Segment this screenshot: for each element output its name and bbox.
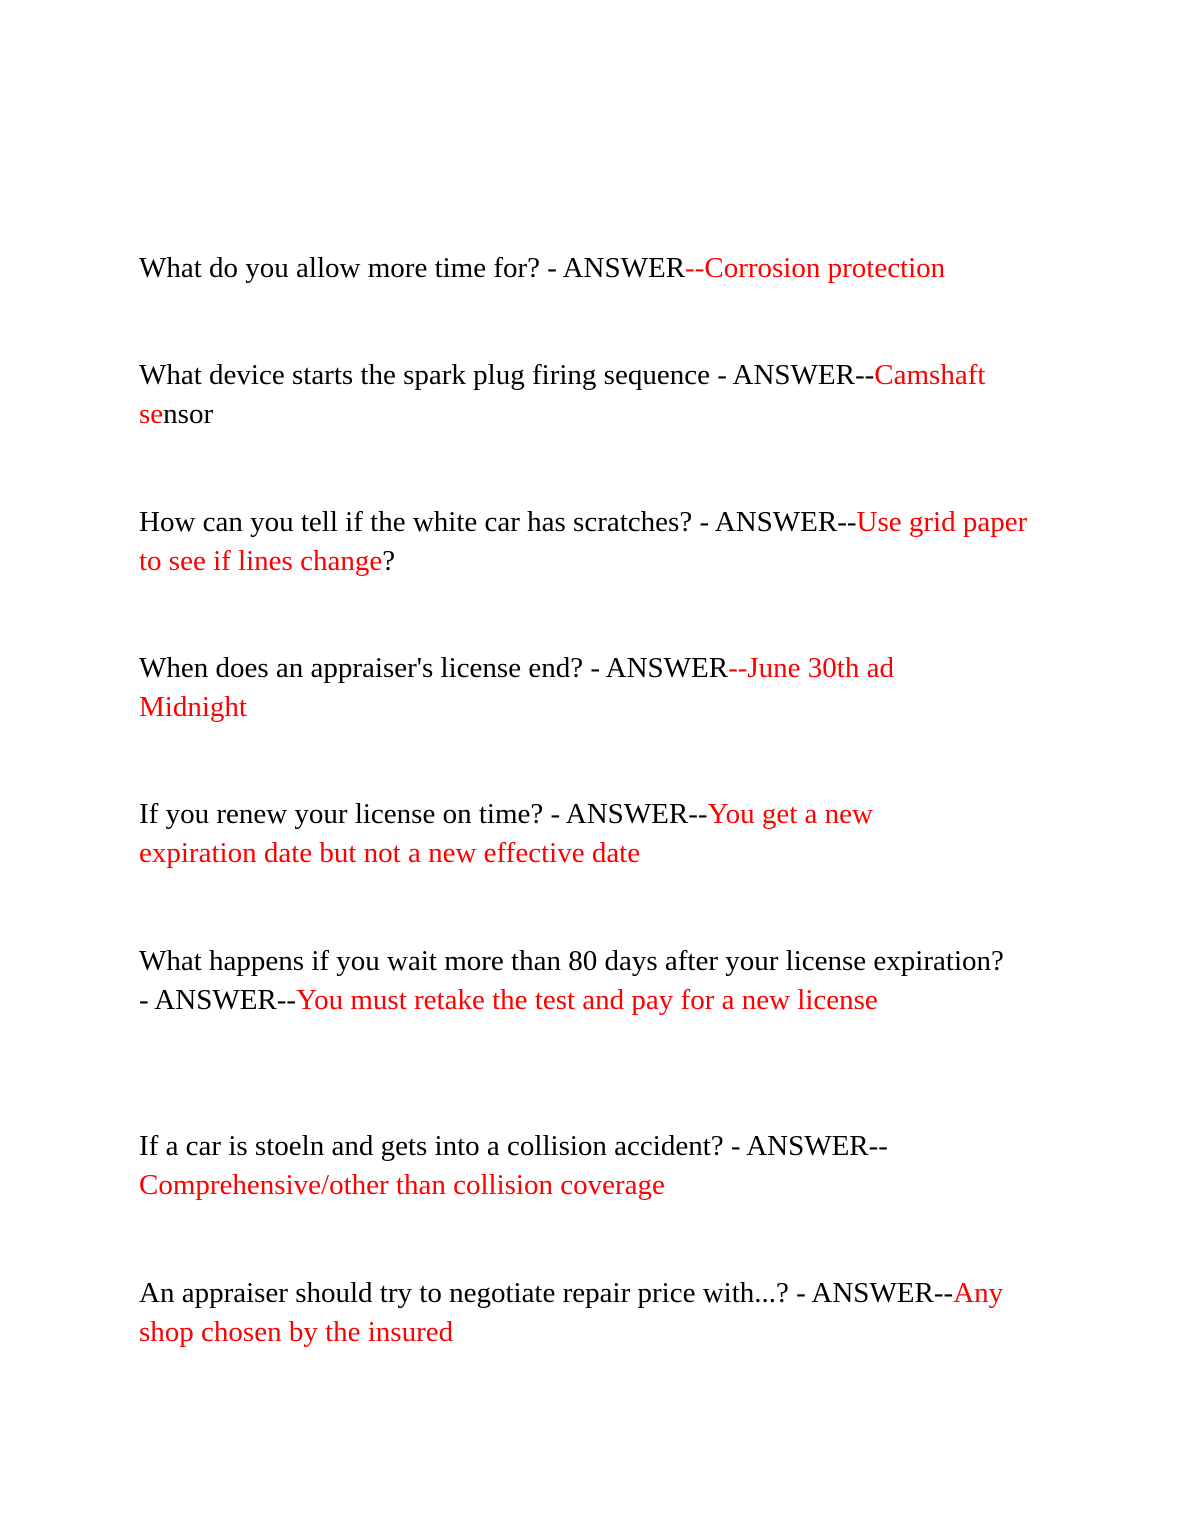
qa-item-3 — [139, 503, 1039, 580]
answer-text: Any shop chosen by the insured — [139, 1277, 1004, 1348]
answer-text: You must retake the test and pay for a new license — [296, 983, 878, 1016]
qa-item-1 — [139, 249, 1039, 288]
question-text: If you renew your license on time? - ANSWER-- — [139, 798, 708, 830]
qa-item-8 — [139, 1274, 1039, 1351]
answer-text: Use grid paper to see if lines change — [139, 506, 1028, 577]
qa-item-5 — [139, 795, 959, 872]
qa-item-6 — [139, 942, 1019, 1019]
answer-text: --June 30th ad Midnight — [139, 652, 894, 723]
question-text: An appraiser should try to negotiate repair price with...? - ANSWER-- — [139, 1277, 954, 1309]
question-text: If a car is stoeln and gets into a collision accident? - ANSWER-- — [139, 1130, 888, 1162]
question-text: How can you tell if the white car has scratches? - ANSWER-- — [139, 506, 857, 538]
question-text: What device starts the spark plug firing sequence - ANSWER-- — [139, 359, 875, 391]
qa-item-2 — [139, 356, 1059, 433]
qa-item-4 — [139, 649, 979, 726]
question-text: When does an appraiser's license end? - ANSWER — [139, 652, 729, 684]
answer-text: Comprehensive/other than collision coverage — [139, 1168, 665, 1201]
answer-tail-text: ? — [382, 544, 396, 577]
qa-item-7 — [139, 1127, 1019, 1204]
answer-text: Camshaft se — [139, 359, 986, 430]
question-text: What do you allow more time for? - ANSWER — [139, 252, 686, 284]
question-text: What happens if you wait more than 80 days after your license expiration? - ANSWER-- — [139, 945, 1004, 1016]
answer-text: --Corrosion protection — [685, 252, 946, 284]
answer-text: You get a new expiration date but not a new effective date — [139, 798, 873, 869]
answer-tail-text: nsor — [163, 397, 214, 430]
